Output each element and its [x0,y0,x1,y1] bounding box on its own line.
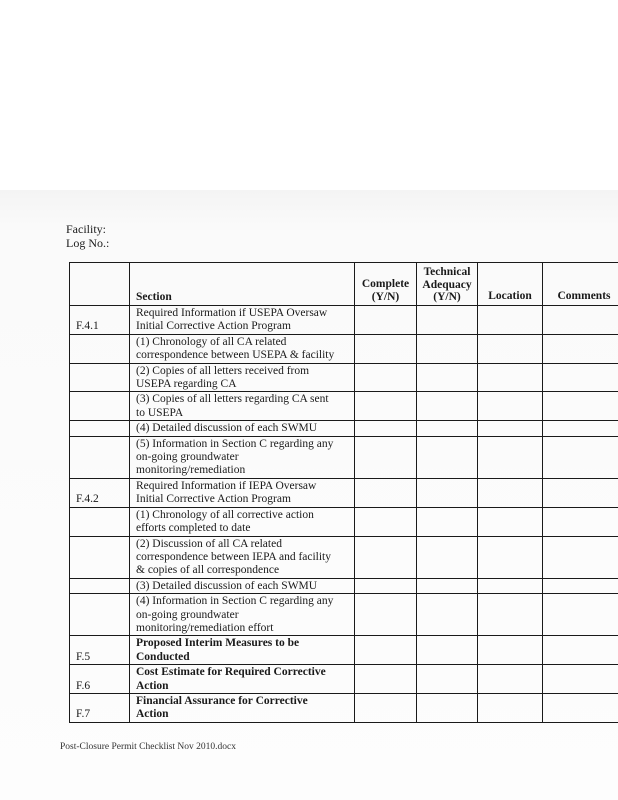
section-description [130,636,355,665]
section-description-line: Action [136,708,169,721]
checklist-table [69,262,618,723]
comments-cell[interactable] [543,306,618,335]
section-code [70,334,130,363]
header-complete-line: (Y/N) [371,291,400,303]
section-description-line: (3) Detailed discussion of each SWMU [136,579,318,592]
table-row [70,578,618,593]
complete-cell[interactable] [355,578,417,593]
table-row [70,507,618,536]
section-description-line: Required Information if USEPA Oversaw [136,307,328,319]
comments-cell[interactable] [543,507,618,536]
facility-label: Facility: [66,222,106,236]
comments-cell[interactable] [543,436,618,478]
section-description [130,363,355,392]
comments-cell[interactable] [543,392,618,421]
section-code: F.4.1 [70,306,130,335]
section-description-line: monitoring/remediation effort [136,621,274,634]
section-description-line: Financial Assurance for Corrective [136,694,308,707]
section-description-line: USEPA regarding CA [136,378,237,391]
section-description-line: (4) Detailed discussion of each SWMU [136,422,318,435]
section-description-line: Conducted [136,650,190,663]
section-description-line: Required Information if IEPA Oversaw [136,479,317,492]
section-code: F.4.2 [70,478,130,507]
comments-cell[interactable] [543,665,618,694]
complete-cell[interactable] [355,636,417,665]
header-ta-line: (Y/N) [433,291,461,304]
technical-adequacy-cell[interactable] [417,578,478,593]
comments-cell[interactable] [543,536,618,578]
location-cell[interactable] [478,636,543,665]
table-header-row [70,263,618,306]
location-cell[interactable] [478,306,543,335]
location-cell[interactable] [478,392,543,421]
section-code [70,363,130,392]
table-row [70,392,618,421]
log-number-label: Log No.: [66,236,110,250]
section-description-line: Proposed Interim Measures to be [136,637,300,650]
section-description [130,306,355,335]
complete-cell[interactable] [355,693,417,722]
section-description-line: (4) Information in Section C regarding any [136,595,334,608]
technical-adequacy-cell[interactable] [417,507,478,536]
section-description-line: on-going groundwater [136,451,239,464]
section-description [130,392,355,421]
table-row [70,306,618,335]
location-cell[interactable] [478,594,543,636]
section-code: F.5 [70,636,130,665]
location-cell[interactable] [478,507,543,536]
section-description-line: correspondence between IEPA and facility [136,550,332,563]
complete-cell[interactable] [355,363,417,392]
comments-cell[interactable] [543,334,618,363]
section-description [130,536,355,578]
technical-adequacy-cell[interactable] [417,693,478,722]
section-description-line: & copies of all correspondence [136,564,280,577]
section-description [130,594,355,636]
complete-cell[interactable] [355,421,417,436]
section-description [130,507,355,536]
header-technical-adequacy [417,263,478,306]
technical-adequacy-cell[interactable] [417,436,478,478]
technical-adequacy-cell[interactable] [417,363,478,392]
section-code [70,578,130,593]
technical-adequacy-cell[interactable] [417,392,478,421]
complete-cell[interactable] [355,594,417,636]
section-code [70,421,130,436]
section-description-line: Initial Corrective Action Program [136,493,291,506]
header-code-cell [70,263,130,306]
section-description-line: (2) Copies of all letters received from [136,364,310,377]
section-description-line: Cost Estimate for Required Corrective [136,666,326,679]
section-description [130,693,355,722]
header-section: Section [130,263,355,306]
section-description-line: Action [136,679,169,692]
section-description [130,665,355,694]
location-cell[interactable] [478,363,543,392]
section-code: F.6 [70,665,130,694]
section-description-line: correspondence between USEPA & facility [136,349,335,362]
header-comments: Comments [543,263,618,306]
comments-cell[interactable] [543,421,618,436]
header-ta-line: Adequacy [422,278,472,291]
section-description [130,578,355,593]
comments-cell[interactable] [543,693,618,722]
comments-cell[interactable] [543,594,618,636]
location-cell[interactable] [478,421,543,436]
table-row [70,636,618,665]
technical-adequacy-cell[interactable] [417,478,478,507]
section-description-line: (1) Chronology of all CA related [136,335,287,348]
header-complete [355,263,417,306]
section-description-line: monitoring/remediation [136,464,246,477]
section-description-line: (3) Copies of all letters regarding CA sent [136,393,329,406]
location-cell[interactable] [478,478,543,507]
section-description [130,334,355,363]
table-row [70,436,618,478]
section-code [70,436,130,478]
complete-cell[interactable] [355,665,417,694]
complete-cell[interactable] [355,536,417,578]
complete-cell[interactable] [355,478,417,507]
technical-adequacy-cell[interactable] [417,665,478,694]
footer-filename: Post-Closure Permit Checklist Nov 2010.docx [60,742,237,752]
technical-adequacy-cell[interactable] [417,306,478,335]
section-description-line: (2) Discussion of all CA related [136,537,282,550]
header-location: Location [478,263,543,306]
table-row [70,594,618,636]
table-row [70,421,618,436]
section-code: F.7 [70,693,130,722]
comments-cell[interactable] [543,363,618,392]
complete-cell[interactable] [355,392,417,421]
section-description [130,478,355,507]
location-cell[interactable] [478,436,543,478]
location-cell[interactable] [478,334,543,363]
section-description [130,421,355,436]
section-description-line: (1) Chronology of all corrective action [136,508,314,521]
location-cell[interactable] [478,536,543,578]
comments-cell[interactable] [543,636,618,665]
section-description [130,436,355,478]
technical-adequacy-cell[interactable] [417,421,478,436]
table-row [70,363,618,392]
complete-cell[interactable] [355,306,417,335]
complete-cell[interactable] [355,507,417,536]
header-ta-line: Technical [423,266,471,279]
technical-adequacy-cell[interactable] [417,594,478,636]
section-code [70,392,130,421]
section-description-line: (5) Information in Section C regarding any [136,437,334,450]
table-row [70,665,618,694]
section-code [70,536,130,578]
header-complete-line: Complete [361,278,410,290]
section-code [70,507,130,536]
table-row [70,693,618,722]
table-row [70,478,618,507]
comments-cell[interactable] [543,578,618,593]
section-description-line: efforts completed to date [136,522,251,535]
technical-adequacy-cell[interactable] [417,334,478,363]
complete-cell[interactable] [355,436,417,478]
location-cell[interactable] [478,693,543,722]
table-row [70,536,618,578]
section-description-line: Initial Corrective Action Program [136,320,291,333]
section-description-line: on-going groundwater [136,608,239,621]
table-row [70,334,618,363]
technical-adequacy-cell[interactable] [417,536,478,578]
location-cell[interactable] [478,578,543,593]
complete-cell[interactable] [355,334,417,363]
location-cell[interactable] [478,665,543,694]
technical-adequacy-cell[interactable] [417,636,478,665]
comments-cell[interactable] [543,478,618,507]
section-description-line: to USEPA [136,406,184,419]
section-code [70,594,130,636]
